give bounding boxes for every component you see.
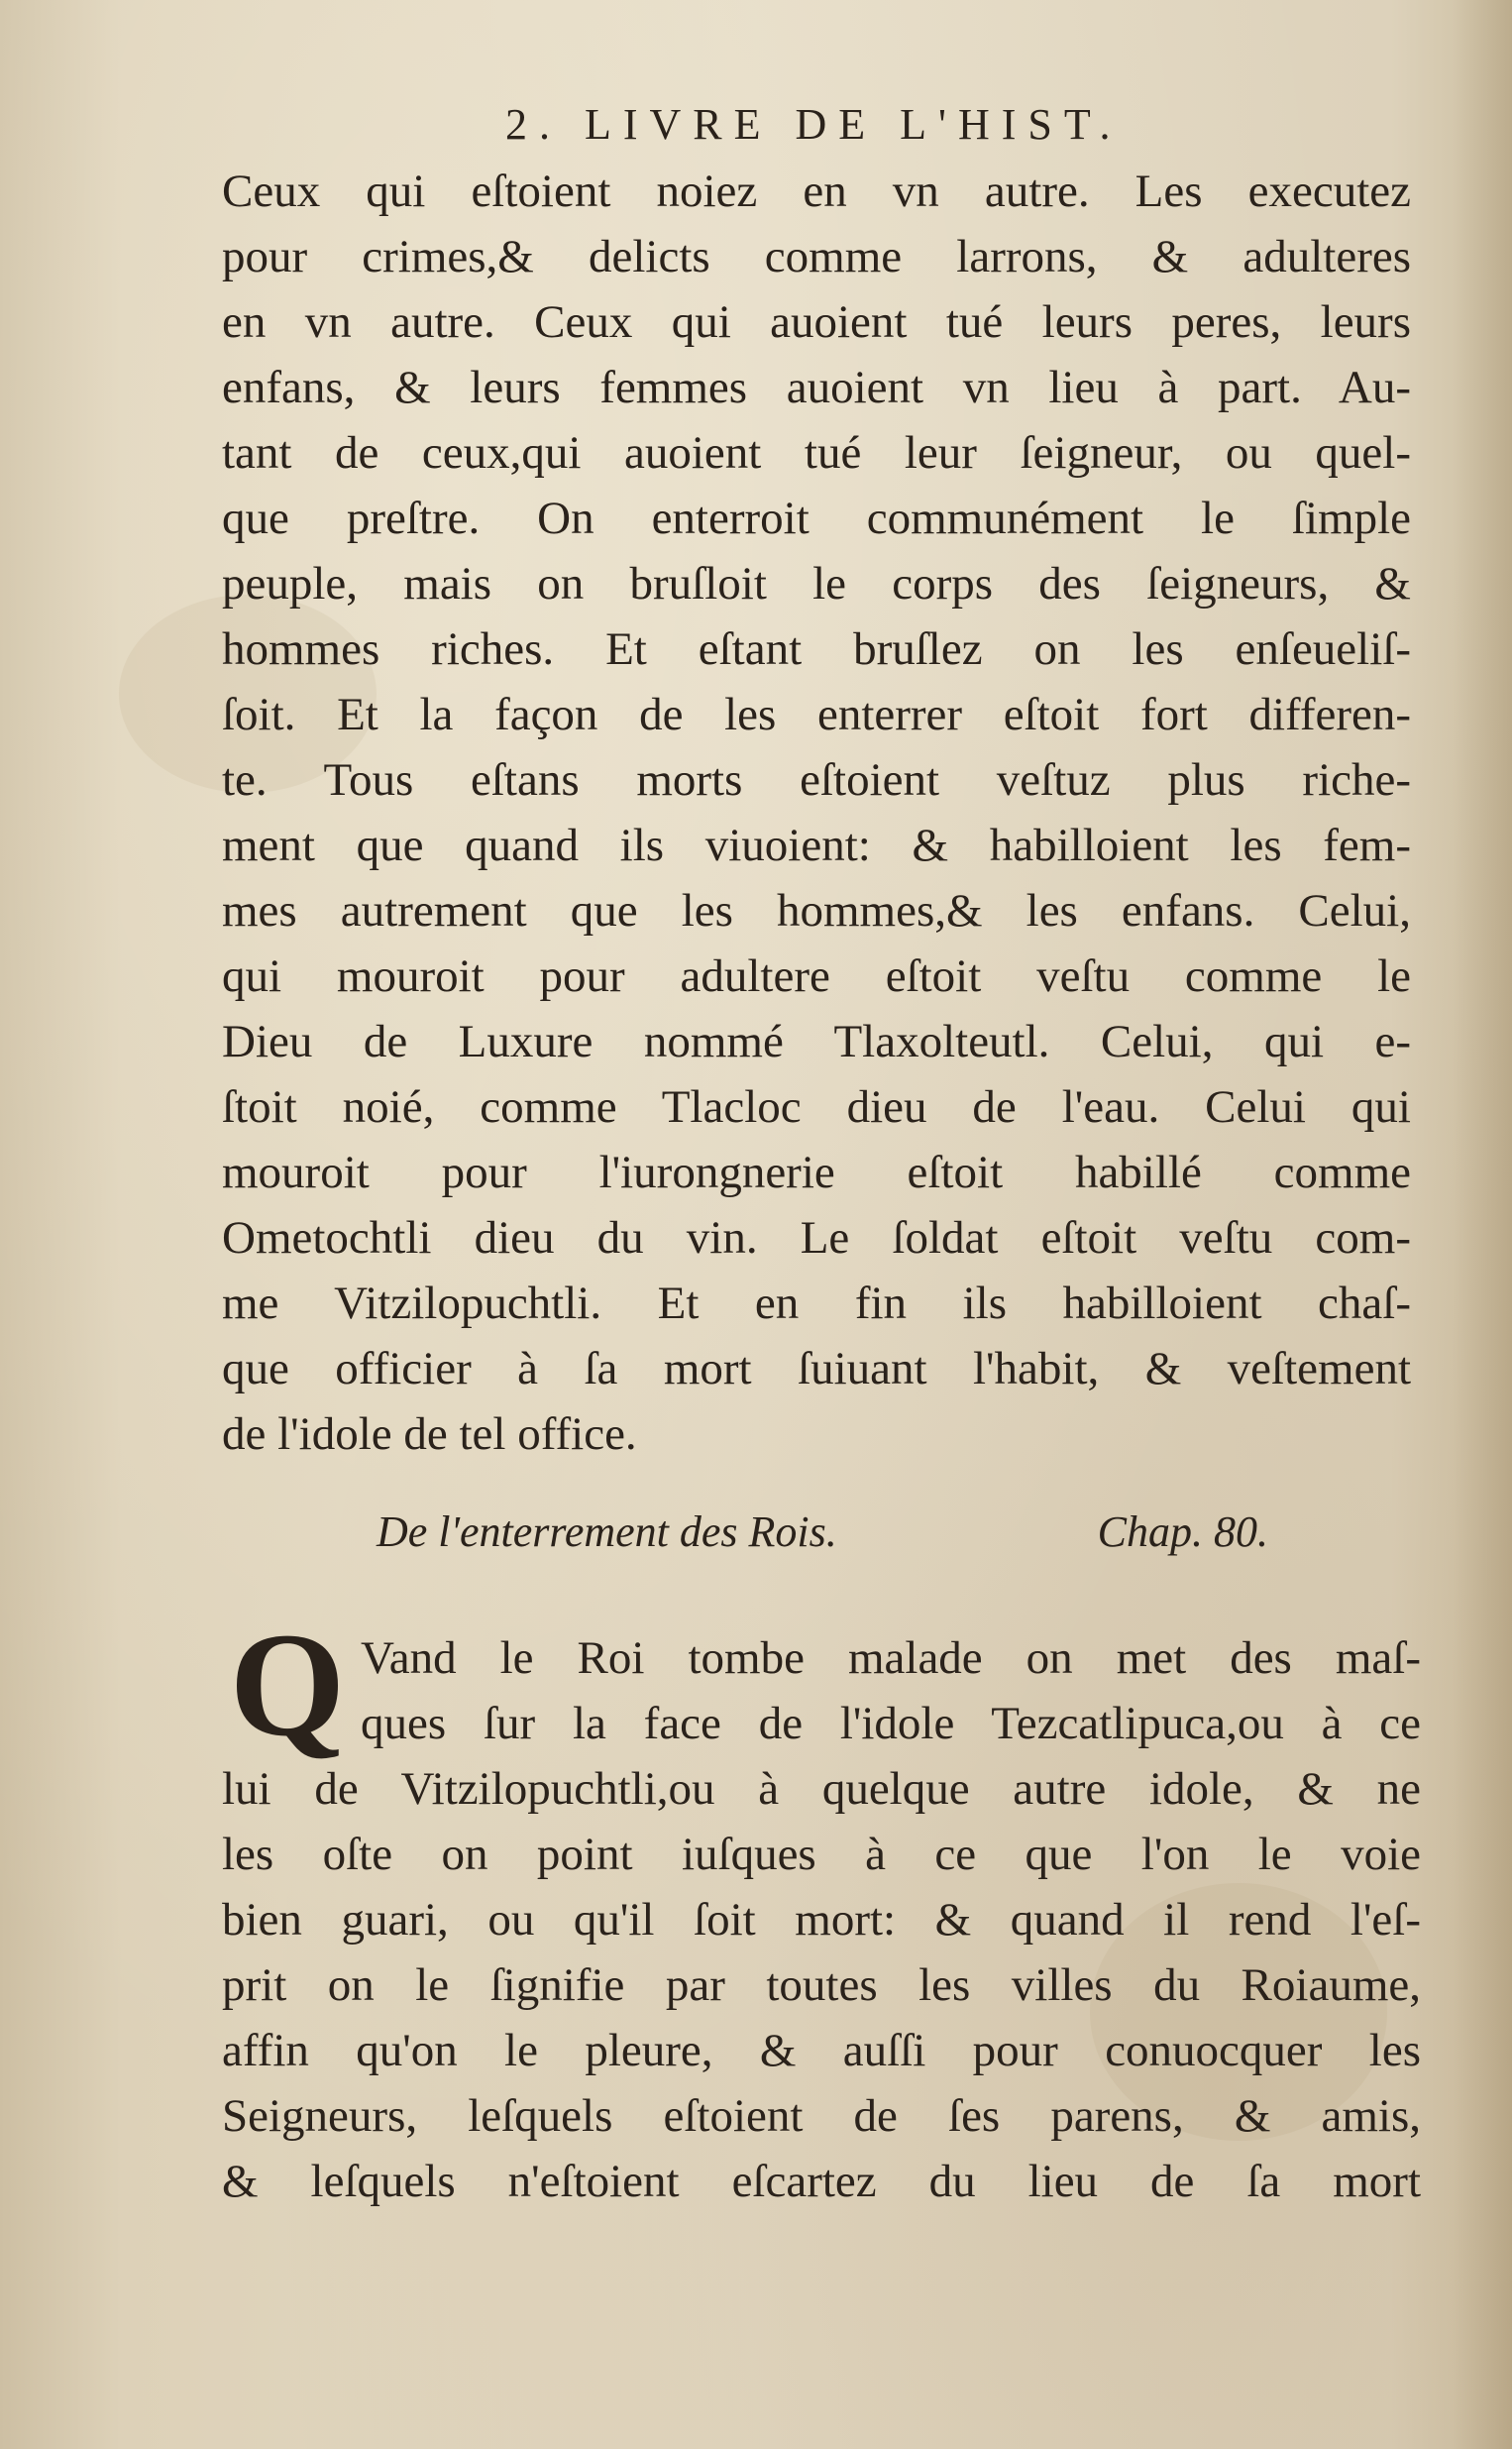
text-line: bien guari, ou qu'il ſoit mort: & quand il rend l'eſ- xyxy=(222,1894,1421,1946)
text-line: & leſquels n'eſtoient eſcartez du lieu de ſa mort xyxy=(222,2156,1421,2207)
initial-row xyxy=(222,1603,1421,1767)
text-line: mouroit pour l'iurongnerie eſtoit habillé comme xyxy=(222,1147,1411,1198)
text-line: Ceux qui eſtoient noiez en vn autre. Les executez xyxy=(222,166,1411,217)
drop-cap-initial: Q xyxy=(229,1603,346,1767)
text-line: Seigneurs, leſquels eſtoient de ſes parens, & amis, xyxy=(222,2090,1421,2142)
text-line: enfans, & leurs femmes auoient vn lieu à part. Au- xyxy=(222,362,1411,413)
text-line: ſoit. Et la façon de les enterrer eſtoit fort differen- xyxy=(222,689,1411,740)
text-line: te. Tous eſtans morts eſtoient veſtuz plus riche- xyxy=(222,754,1411,806)
page-edge-shadow xyxy=(1453,0,1512,2449)
text-line: en vn autre. Ceux qui auoient tué leurs peres, leurs xyxy=(222,296,1411,348)
chapter-text xyxy=(222,1603,1421,2214)
text-line: les oſte on point iuſques à ce que l'on le voie xyxy=(222,1829,1421,1880)
text-line: de l'idole de tel office. xyxy=(222,1408,637,1460)
text-line: que preſtre. On enterroit communément le ſimple xyxy=(222,493,1411,544)
text-line: Dieu de Luxure nommé Tlaxolteutl. Celui, qui e- xyxy=(222,1016,1411,1067)
text-line: Vand le Roi tombe malade on met des maſ- xyxy=(361,1632,1421,1684)
chapter-title: De l'enterrement des Rois. xyxy=(377,1507,837,1556)
text-line: prit on le ſignifie par toutes les villes du Roiaume, xyxy=(222,1959,1421,2011)
body-text xyxy=(222,159,1411,1467)
running-head: 2. LIVRE DE L'HIST. xyxy=(505,100,1123,149)
text-line: Ometochtli dieu du vin. Le ſoldat eſtoit veſtu com- xyxy=(222,1212,1411,1264)
chapter-heading xyxy=(377,1506,1268,1576)
text-line: ques ſur la face de l'idole Tezcatlipuca,ou à ce xyxy=(361,1698,1421,1749)
text-line: tant de ceux,qui auoient tué leur ſeigneur, ou quel- xyxy=(222,427,1411,479)
text-line: qui mouroit pour adultere eſtoit veſtu comme le xyxy=(222,950,1411,1002)
text-line: affin qu'on le pleure, & auſſi pour conuocquer les xyxy=(222,2025,1421,2076)
text-line: que officier à ſa mort ſuiuant l'habit, & veſtement xyxy=(222,1343,1411,1394)
text-line: mes autrement que les hommes,& les enfans. Celui, xyxy=(222,885,1411,937)
text-line: peuple, mais on bruſloit le corps des ſeigneurs, & xyxy=(222,558,1411,610)
text-line: ſtoit noié, comme Tlacloc dieu de l'eau. Celui qui xyxy=(222,1081,1411,1133)
text-line: pour crimes,& delicts comme larrons, & adulteres xyxy=(222,231,1411,282)
text-line: me Vitzilopuchtli. Et en fin ils habilloient chaſ- xyxy=(222,1278,1411,1329)
text-line: lui de Vitzilopuchtli,ou à quelque autre idole, & ne xyxy=(222,1763,1421,1815)
text-line: ment que quand ils viuoient: & habilloient les fem- xyxy=(222,820,1411,871)
chapter-number: Chap. 80. xyxy=(1097,1507,1268,1556)
text-line: hommes riches. Et eſtant bruſlez on les enſeueliſ- xyxy=(222,623,1411,675)
